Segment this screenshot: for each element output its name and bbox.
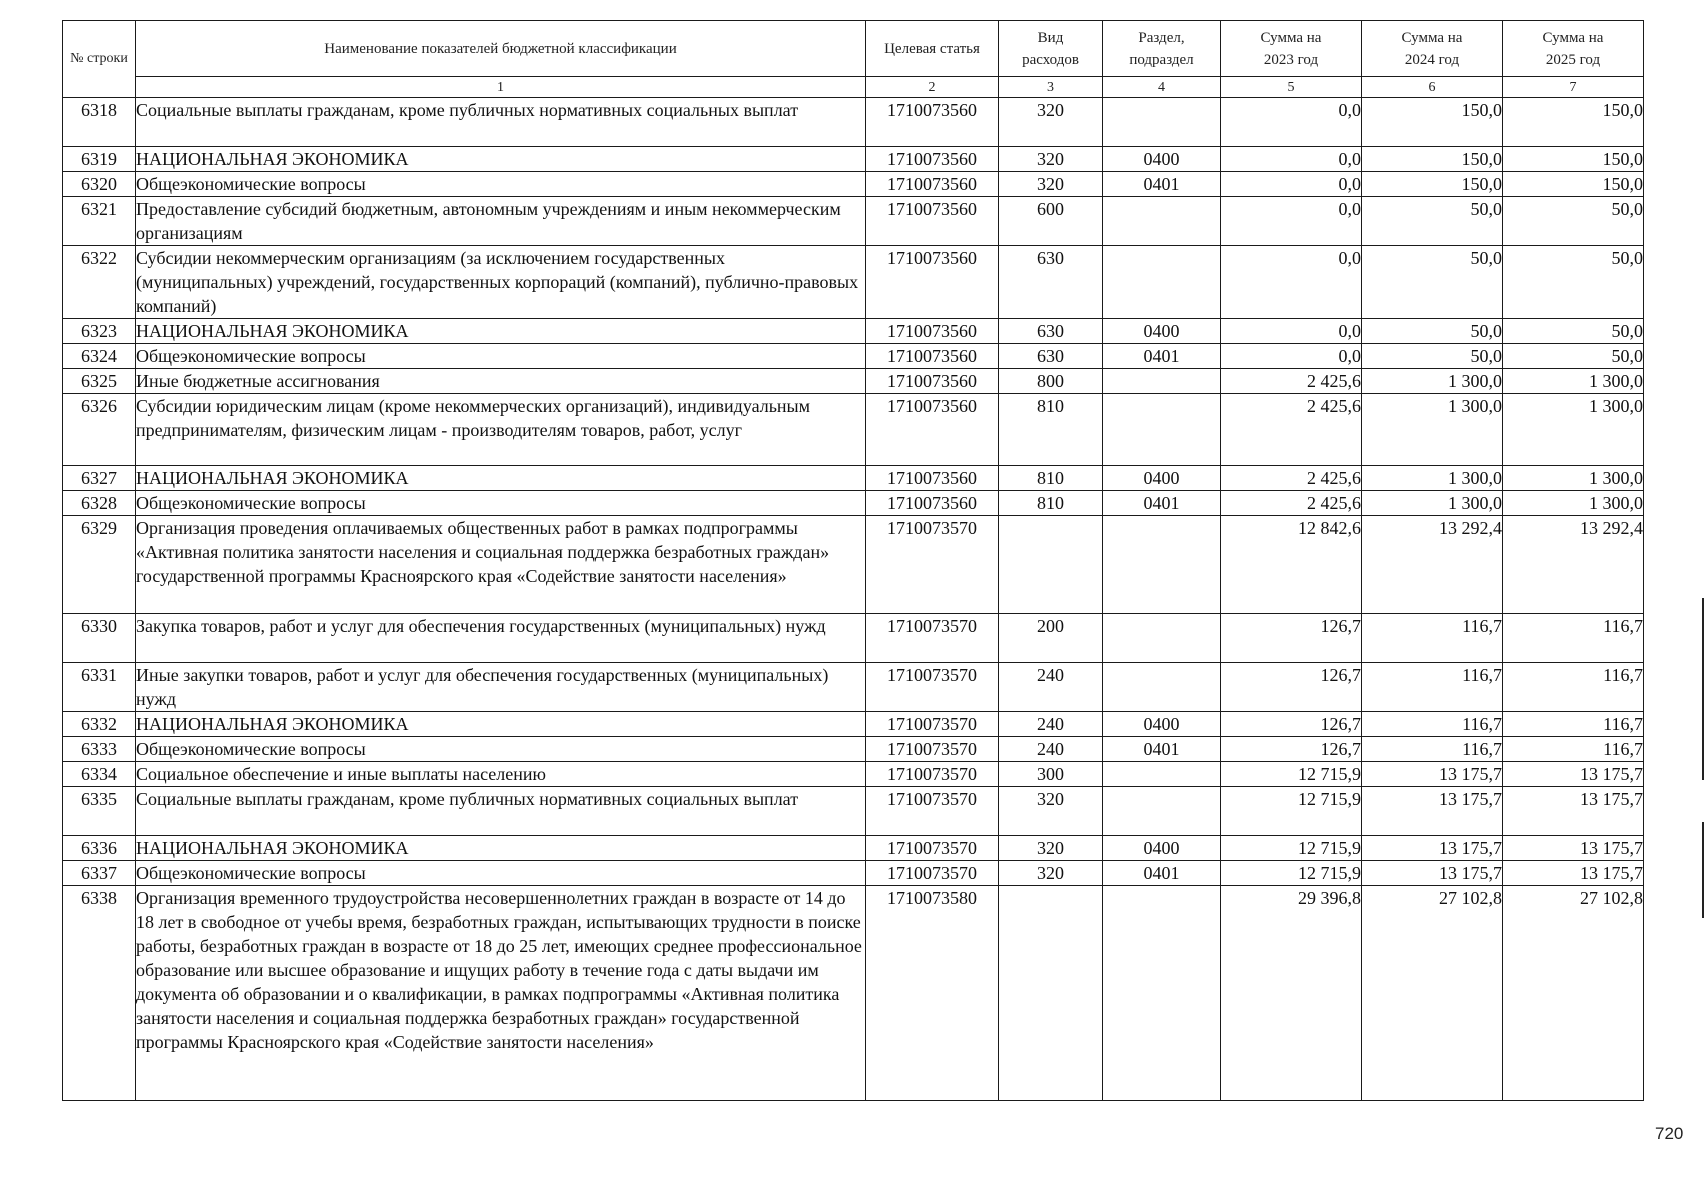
sum-2024: 50,0	[1362, 344, 1503, 369]
target-article: 1710073580	[866, 886, 999, 1101]
section-code: 0400	[1103, 466, 1221, 491]
target-article: 1710073560	[866, 344, 999, 369]
column-index: 1	[136, 77, 866, 98]
table-row	[63, 197, 1644, 246]
row-number: 6329	[63, 516, 136, 614]
table-row	[63, 886, 1644, 1101]
indicator-name: Иные бюджетные ассигнования	[136, 369, 866, 394]
section-code	[1103, 394, 1221, 466]
sum-2024: 150,0	[1362, 98, 1503, 147]
sum-2025: 150,0	[1503, 147, 1644, 172]
indicator-name: Субсидии юридическим лицам (кроме некоммерческих организаций), индивидуальным предпринимателям, физическим лицам - производителям товаров, работ, услуг	[136, 394, 866, 466]
header-sum-2025: Сумма на 2025 год	[1503, 21, 1644, 77]
sum-2023: 0,0	[1221, 172, 1362, 197]
target-article: 1710073560	[866, 172, 999, 197]
header-row-number: № строки	[63, 21, 136, 98]
table-row	[63, 394, 1644, 466]
indicator-name: Общеэкономические вопросы	[136, 344, 866, 369]
indicator-name: Иные закупки товаров, работ и услуг для обеспечения государственных (муниципальных) нужд	[136, 663, 866, 712]
section-code: 0401	[1103, 172, 1221, 197]
section-code	[1103, 614, 1221, 663]
indicator-name: Организация временного трудоустройства несовершеннолетних граждан в возрасте от 14 до 18 лет в свободное от учебы время, безработных граждан, испытывающих трудности в поиске работы, безработных граждан в возрасте от 18 до 25 лет, имеющих среднее профессиональное образование или высшее образование и ищущих работу в течение года с даты выдачи им документа об образовании и о квалификации, в рамках подпрограммы «Активная политика занятости населения и социальная поддержка безработных граждан» государственной программы Красноярского края «Содействие занятости населения»	[136, 886, 866, 1101]
sum-2024: 13 175,7	[1362, 787, 1503, 836]
row-number: 6328	[63, 491, 136, 516]
target-article: 1710073560	[866, 147, 999, 172]
sum-2024: 1 300,0	[1362, 369, 1503, 394]
table-row	[63, 466, 1644, 491]
row-number: 6333	[63, 737, 136, 762]
header-section: Раздел, подраздел	[1103, 21, 1221, 77]
sum-2025: 50,0	[1503, 344, 1644, 369]
target-article: 1710073570	[866, 712, 999, 737]
indicator-name: Организация проведения оплачиваемых общественных работ в рамках подпрограммы «Активная политика занятости населения и социальная поддержка безработных граждан» государственной программы Красноярского края «Содействие занятости населения»	[136, 516, 866, 614]
section-code	[1103, 762, 1221, 787]
sum-2025: 13 175,7	[1503, 787, 1644, 836]
indicator-name: Общеэкономические вопросы	[136, 491, 866, 516]
sum-2023: 0,0	[1221, 344, 1362, 369]
sum-2023: 0,0	[1221, 246, 1362, 319]
indicator-name: Закупка товаров, работ и услуг для обеспечения государственных (муниципальных) нужд	[136, 614, 866, 663]
expense-kind: 320	[999, 147, 1103, 172]
table-row	[63, 787, 1644, 836]
row-number: 6318	[63, 98, 136, 147]
sum-2025: 116,7	[1503, 663, 1644, 712]
indicator-name: Субсидии некоммерческим организациям (за исключением государственных (муниципальных) учреждений, государственных корпораций (компаний), публично-правовых компаний)	[136, 246, 866, 319]
indicator-name: НАЦИОНАЛЬНАЯ ЭКОНОМИКА	[136, 466, 866, 491]
sum-2024: 13 175,7	[1362, 861, 1503, 886]
expense-kind: 320	[999, 861, 1103, 886]
sum-2024: 50,0	[1362, 197, 1503, 246]
section-code: 0401	[1103, 737, 1221, 762]
sum-2025: 1 300,0	[1503, 394, 1644, 466]
sum-2023: 126,7	[1221, 663, 1362, 712]
target-article: 1710073570	[866, 516, 999, 614]
section-code	[1103, 369, 1221, 394]
indicator-name: Социальные выплаты гражданам, кроме публичных нормативных социальных выплат	[136, 787, 866, 836]
target-article: 1710073560	[866, 98, 999, 147]
section-code	[1103, 787, 1221, 836]
header-sum-2024: Сумма на 2024 год	[1362, 21, 1503, 77]
column-index: 3	[999, 77, 1103, 98]
sum-2024: 116,7	[1362, 614, 1503, 663]
sum-2024: 150,0	[1362, 172, 1503, 197]
table-row	[63, 172, 1644, 197]
row-number: 6319	[63, 147, 136, 172]
row-number: 6336	[63, 836, 136, 861]
table-row	[63, 762, 1644, 787]
section-code: 0401	[1103, 344, 1221, 369]
row-number: 6327	[63, 466, 136, 491]
column-index-row	[63, 77, 1644, 98]
expense-kind: 240	[999, 737, 1103, 762]
indicator-name: НАЦИОНАЛЬНАЯ ЭКОНОМИКА	[136, 147, 866, 172]
column-index: 2	[866, 77, 999, 98]
section-code: 0400	[1103, 319, 1221, 344]
sum-2025: 1 300,0	[1503, 369, 1644, 394]
table-row	[63, 663, 1644, 712]
sum-2025: 50,0	[1503, 319, 1644, 344]
expense-kind: 240	[999, 663, 1103, 712]
row-number: 6325	[63, 369, 136, 394]
sum-2024: 116,7	[1362, 663, 1503, 712]
expense-kind: 810	[999, 394, 1103, 466]
section-code	[1103, 246, 1221, 319]
sum-2023: 126,7	[1221, 614, 1362, 663]
row-number: 6332	[63, 712, 136, 737]
table-row	[63, 344, 1644, 369]
table-row	[63, 614, 1644, 663]
expense-kind: 810	[999, 491, 1103, 516]
expense-kind: 300	[999, 762, 1103, 787]
table-body	[63, 98, 1644, 1101]
sum-2023: 12 715,9	[1221, 836, 1362, 861]
row-number: 6334	[63, 762, 136, 787]
target-article: 1710073570	[866, 861, 999, 886]
indicator-name: Общеэкономические вопросы	[136, 172, 866, 197]
sum-2025: 1 300,0	[1503, 491, 1644, 516]
table-row	[63, 737, 1644, 762]
section-code	[1103, 197, 1221, 246]
page-number: 720	[1655, 1124, 1684, 1143]
sum-2023: 0,0	[1221, 98, 1362, 147]
section-code: 0400	[1103, 836, 1221, 861]
table-row	[63, 491, 1644, 516]
sum-2023: 0,0	[1221, 319, 1362, 344]
header-sum-2023: Сумма на 2023 год	[1221, 21, 1362, 77]
sum-2025: 50,0	[1503, 197, 1644, 246]
target-article: 1710073560	[866, 369, 999, 394]
indicator-name: Социальное обеспечение и иные выплаты населению	[136, 762, 866, 787]
sum-2024: 13 175,7	[1362, 762, 1503, 787]
expense-kind	[999, 516, 1103, 614]
sum-2024: 150,0	[1362, 147, 1503, 172]
sum-2023: 2 425,6	[1221, 491, 1362, 516]
row-number: 6321	[63, 197, 136, 246]
table-row	[63, 712, 1644, 737]
column-index: 5	[1221, 77, 1362, 98]
indicator-name: Предоставление субсидий бюджетным, автономным учреждениям и иным некоммерческим организациям	[136, 197, 866, 246]
sum-2023: 12 715,9	[1221, 861, 1362, 886]
sum-2023: 12 715,9	[1221, 787, 1362, 836]
row-number: 6330	[63, 614, 136, 663]
header-expense-kind: Вид расходов	[999, 21, 1103, 77]
table-row	[63, 147, 1644, 172]
section-code: 0401	[1103, 861, 1221, 886]
table-row	[63, 516, 1644, 614]
sum-2025: 150,0	[1503, 98, 1644, 147]
target-article: 1710073570	[866, 614, 999, 663]
sum-2023: 126,7	[1221, 737, 1362, 762]
indicator-name: НАЦИОНАЛЬНАЯ ЭКОНОМИКА	[136, 712, 866, 737]
column-index: 7	[1503, 77, 1644, 98]
table-row	[63, 246, 1644, 319]
sum-2024: 1 300,0	[1362, 491, 1503, 516]
expense-kind: 630	[999, 246, 1103, 319]
column-index: 6	[1362, 77, 1503, 98]
sum-2023: 12 842,6	[1221, 516, 1362, 614]
sum-2025: 13 175,7	[1503, 861, 1644, 886]
expense-kind: 800	[999, 369, 1103, 394]
sum-2023: 2 425,6	[1221, 466, 1362, 491]
sum-2023: 126,7	[1221, 712, 1362, 737]
expense-kind	[999, 886, 1103, 1101]
expense-kind: 320	[999, 787, 1103, 836]
expense-kind: 630	[999, 319, 1103, 344]
table-row	[63, 319, 1644, 344]
sum-2025: 1 300,0	[1503, 466, 1644, 491]
indicator-name: Общеэкономические вопросы	[136, 737, 866, 762]
target-article: 1710073560	[866, 394, 999, 466]
sum-2024: 13 175,7	[1362, 836, 1503, 861]
sum-2024: 13 292,4	[1362, 516, 1503, 614]
sum-2025: 116,7	[1503, 614, 1644, 663]
budget-table	[62, 20, 1644, 1101]
sum-2024: 1 300,0	[1362, 466, 1503, 491]
sum-2025: 13 175,7	[1503, 836, 1644, 861]
sum-2025: 116,7	[1503, 712, 1644, 737]
target-article: 1710073570	[866, 663, 999, 712]
section-code	[1103, 98, 1221, 147]
sum-2025: 50,0	[1503, 246, 1644, 319]
sum-2024: 27 102,8	[1362, 886, 1503, 1101]
header-row	[63, 21, 1644, 77]
row-number: 6323	[63, 319, 136, 344]
sum-2025: 13 175,7	[1503, 762, 1644, 787]
section-code	[1103, 663, 1221, 712]
target-article: 1710073570	[866, 787, 999, 836]
target-article: 1710073560	[866, 491, 999, 516]
expense-kind: 630	[999, 344, 1103, 369]
table-row	[63, 861, 1644, 886]
row-number: 6320	[63, 172, 136, 197]
target-article: 1710073560	[866, 319, 999, 344]
row-number: 6338	[63, 886, 136, 1101]
table-row	[63, 369, 1644, 394]
section-code: 0400	[1103, 147, 1221, 172]
sum-2024: 116,7	[1362, 712, 1503, 737]
target-article: 1710073560	[866, 466, 999, 491]
section-code: 0401	[1103, 491, 1221, 516]
indicator-name: Социальные выплаты гражданам, кроме публичных нормативных социальных выплат	[136, 98, 866, 147]
row-number: 6322	[63, 246, 136, 319]
sum-2024: 50,0	[1362, 319, 1503, 344]
target-article: 1710073560	[866, 246, 999, 319]
table-row	[63, 836, 1644, 861]
header-indicator-name: Наименование показателей бюджетной классификации	[136, 21, 866, 77]
sum-2025: 150,0	[1503, 172, 1644, 197]
expense-kind: 200	[999, 614, 1103, 663]
row-number: 6337	[63, 861, 136, 886]
sum-2023: 2 425,6	[1221, 369, 1362, 394]
section-code: 0400	[1103, 712, 1221, 737]
expense-kind: 320	[999, 836, 1103, 861]
table-row	[63, 98, 1644, 147]
row-number: 6324	[63, 344, 136, 369]
sum-2023: 29 396,8	[1221, 886, 1362, 1101]
target-article: 1710073570	[866, 762, 999, 787]
sum-2025: 13 292,4	[1503, 516, 1644, 614]
target-article: 1710073570	[866, 737, 999, 762]
sum-2023: 2 425,6	[1221, 394, 1362, 466]
sum-2023: 0,0	[1221, 197, 1362, 246]
indicator-name: Общеэкономические вопросы	[136, 861, 866, 886]
expense-kind: 320	[999, 98, 1103, 147]
sum-2023: 12 715,9	[1221, 762, 1362, 787]
sum-2025: 116,7	[1503, 737, 1644, 762]
header-target-article: Целевая статья	[866, 21, 999, 77]
column-index: 4	[1103, 77, 1221, 98]
expense-kind: 320	[999, 172, 1103, 197]
row-number: 6326	[63, 394, 136, 466]
row-number: 6335	[63, 787, 136, 836]
expense-kind: 240	[999, 712, 1103, 737]
sum-2024: 1 300,0	[1362, 394, 1503, 466]
expense-kind: 600	[999, 197, 1103, 246]
section-code	[1103, 516, 1221, 614]
row-number: 6331	[63, 663, 136, 712]
section-code	[1103, 886, 1221, 1101]
target-article: 1710073560	[866, 197, 999, 246]
target-article: 1710073570	[866, 836, 999, 861]
indicator-name: НАЦИОНАЛЬНАЯ ЭКОНОМИКА	[136, 319, 866, 344]
indicator-name: НАЦИОНАЛЬНАЯ ЭКОНОМИКА	[136, 836, 866, 861]
sum-2024: 50,0	[1362, 246, 1503, 319]
sum-2025: 27 102,8	[1503, 886, 1644, 1101]
sum-2023: 0,0	[1221, 147, 1362, 172]
expense-kind: 810	[999, 466, 1103, 491]
sum-2024: 116,7	[1362, 737, 1503, 762]
